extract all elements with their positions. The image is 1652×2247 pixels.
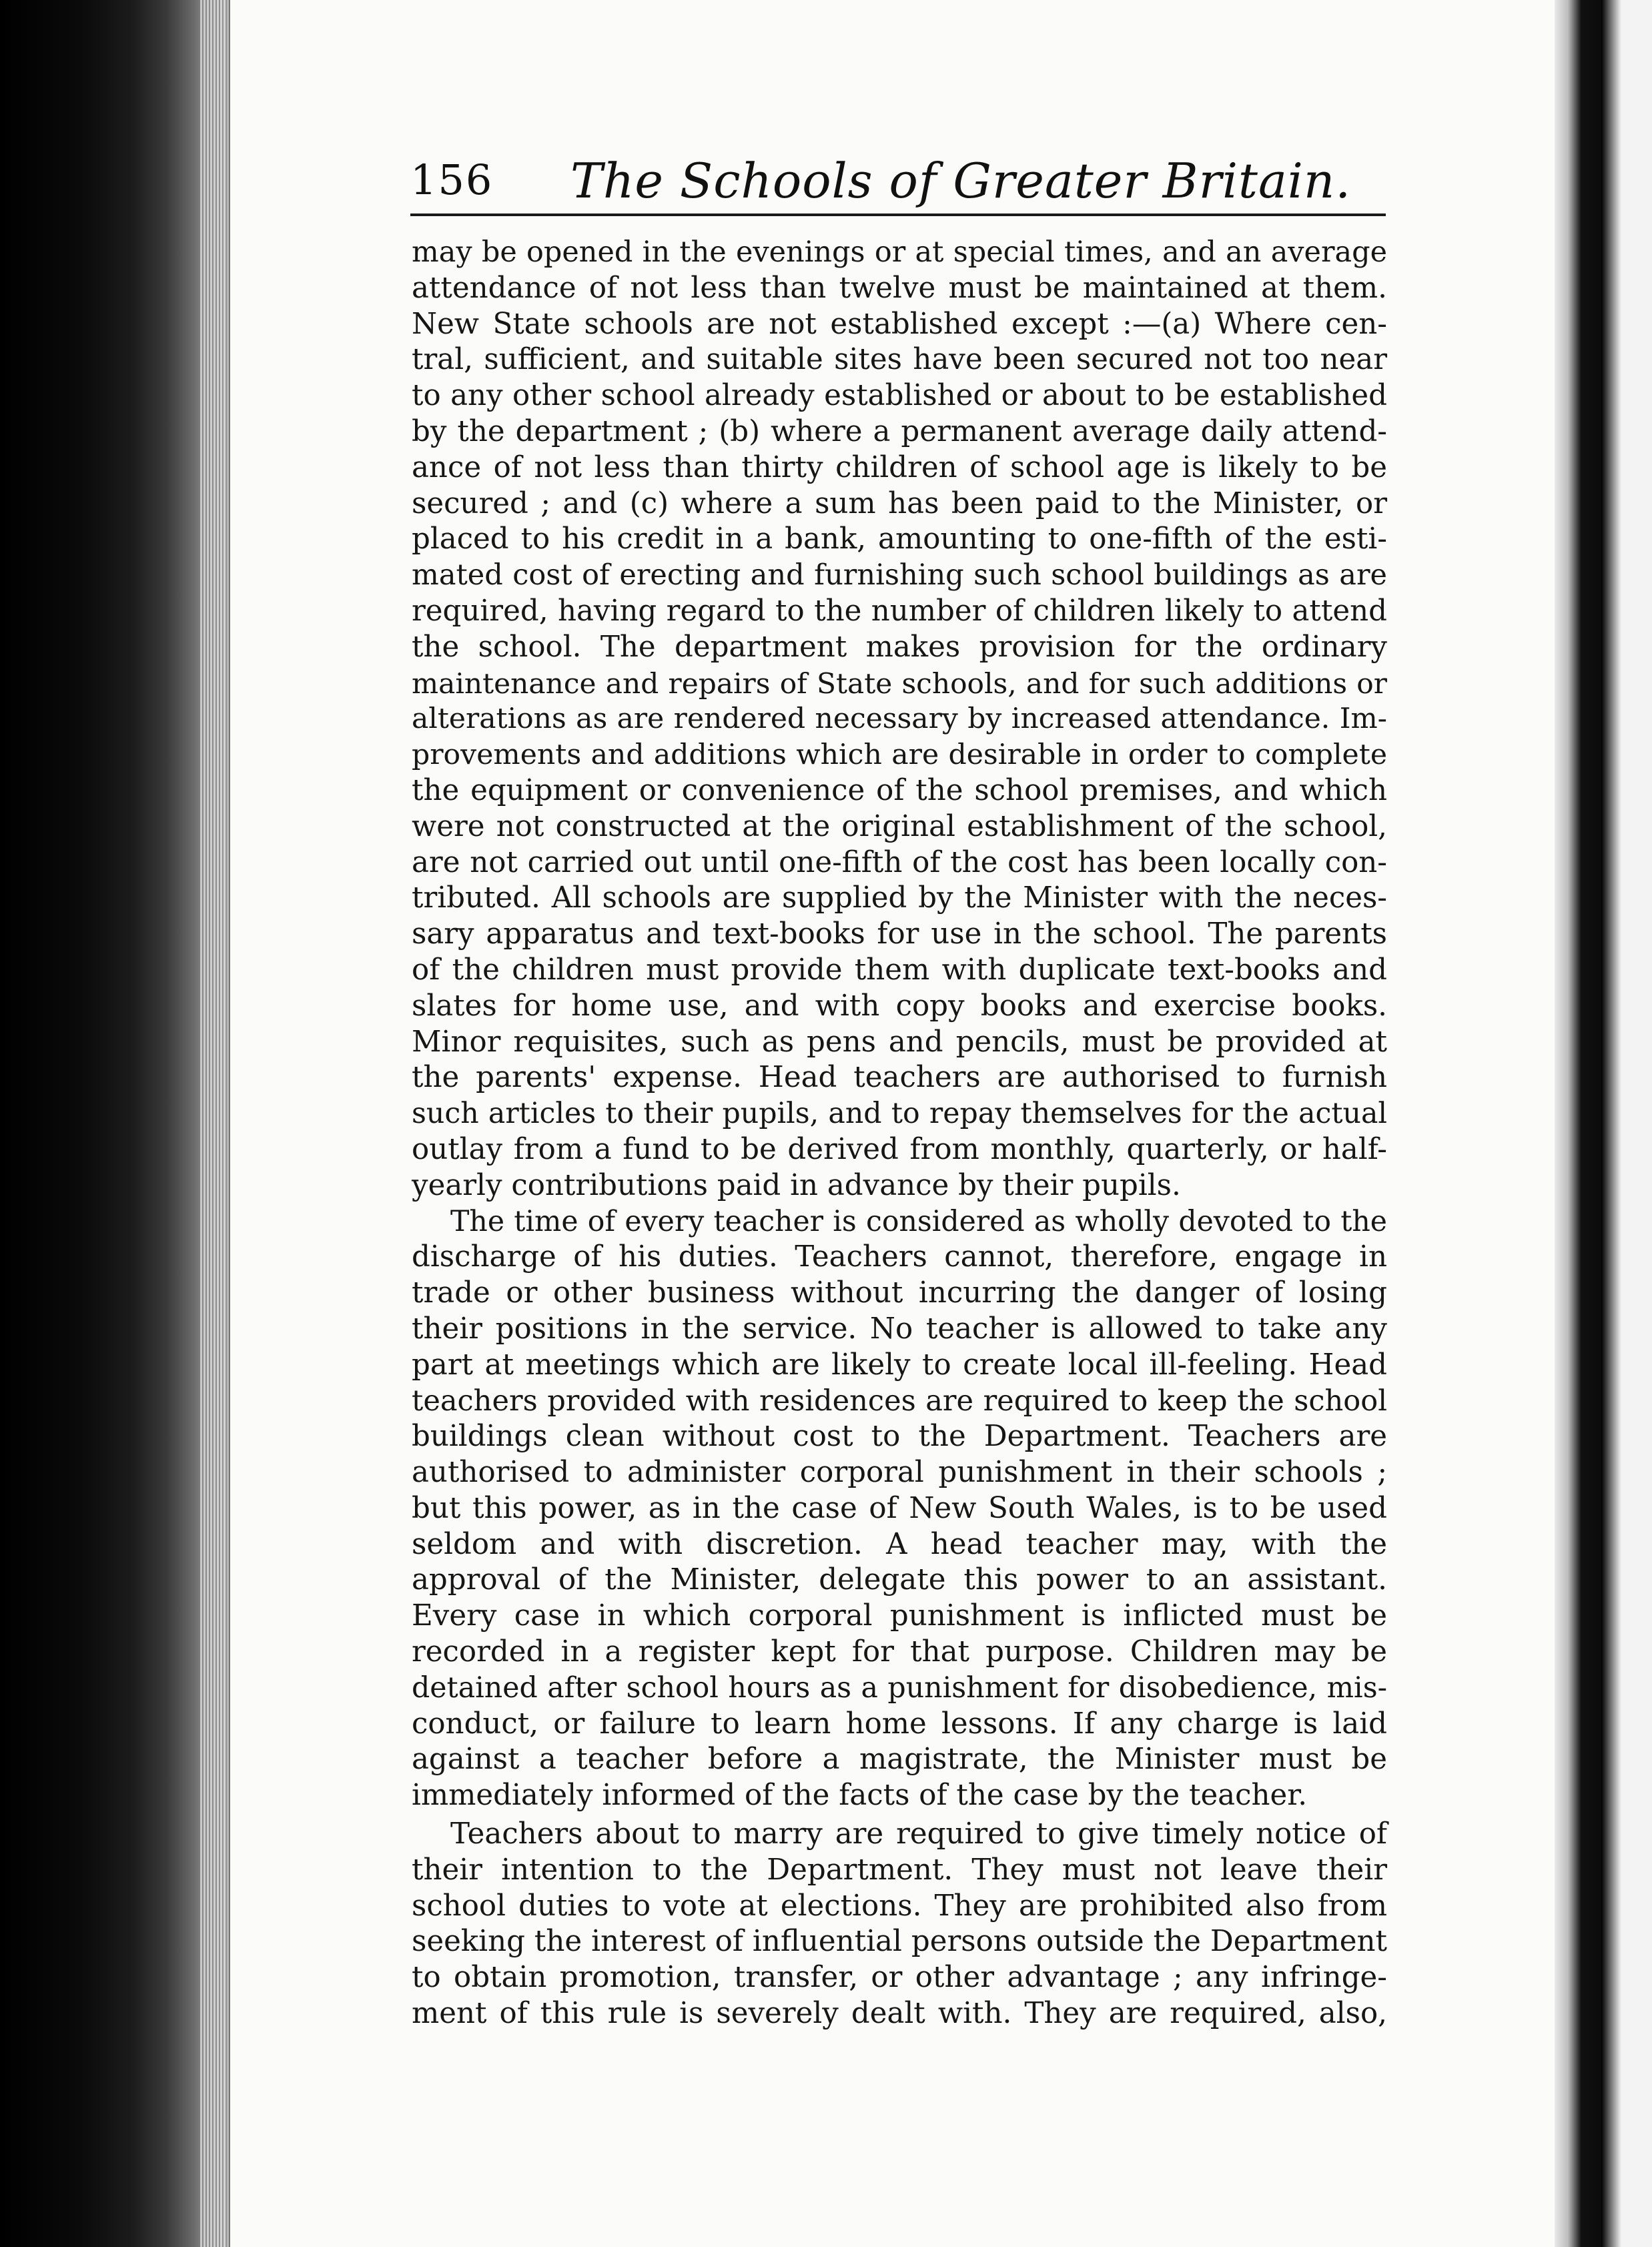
text-line: provements and additions which are desirable in order to complete — [412, 739, 1387, 772]
text-line: maintenance and repairs of State schools, and for such additions or — [412, 666, 1387, 700]
text-line: seeking the interest of influential persons outside the Department — [412, 1925, 1387, 1959]
text-line: Minor requisites, such as pens and pencils, must be provided at — [412, 1025, 1387, 1059]
text-line: slates for home use, and with copy books and exercise books. — [412, 989, 1387, 1023]
header-rule — [410, 213, 1386, 216]
text-line: teachers provided with residences are required to keep the school — [412, 1384, 1387, 1418]
text-line: Teachers about to marry are required to give timely notice of — [450, 1817, 1387, 1851]
text-line: alterations as are rendered necessary by increased attendance. Im- — [412, 703, 1387, 736]
text-line: ment of this rule is severely dealt with. They are required, also, — [412, 1997, 1387, 2031]
text-line: attendance of not less than twelve must be maintained at them. — [412, 271, 1387, 305]
text-line: sary apparatus and text-books for use in the school. The parents — [412, 917, 1387, 951]
text-line: yearly contributions paid in advance by their pupils. — [412, 1168, 1181, 1202]
text-line: Every case in which corporal punishment is inflicted must be — [412, 1599, 1387, 1633]
text-line: tral, sufficient, and suitable sites have been secured not too near — [412, 343, 1387, 377]
text-line: the parents' expense. Head teachers are authorised to furnish — [412, 1061, 1387, 1095]
text-line: by the department ; (b) where a permanent average daily attend- — [412, 414, 1387, 448]
text-line: required, having regard to the number of children likely to attend — [412, 594, 1387, 628]
running-header — [410, 143, 1384, 217]
text-line: were not constructed at the original establishment of the school, — [412, 809, 1387, 843]
text-line: against a teacher before a magistrate, the Minister must be — [412, 1743, 1387, 1777]
text-line: conduct, or failure to learn home lessons. If any charge is laid — [412, 1707, 1387, 1741]
text-line: part at meetings which are likely to create local ill-feeling. Head — [412, 1348, 1387, 1382]
text-line: discharge of his duties. Teachers cannot, therefore, engage in — [412, 1240, 1387, 1274]
text-line: to any other school already established or about to be established — [412, 379, 1387, 413]
text-line: their positions in the service. No teacher is allowed to take any — [412, 1312, 1387, 1346]
text-line: seldom and with discretion. A head teacher may, with the — [412, 1527, 1387, 1561]
text-line: but this power, as in the case of New South Wales, is to be used — [412, 1491, 1387, 1525]
text-line: mated cost of erecting and furnishing such school buildings as are — [412, 558, 1387, 592]
text-line: approval of the Minister, delegate this power to an assistant. — [412, 1563, 1387, 1597]
text-line: immediately informed of the facts of the case by the teacher. — [412, 1779, 1308, 1813]
text-line: of the children must provide them with duplicate text-books and — [412, 953, 1387, 987]
book-gutter-shadow — [0, 0, 227, 2247]
text-line: tributed. All schools are supplied by the Minister with the neces- — [412, 881, 1387, 915]
text-line: such articles to their pupils, and to repay themselves for the actual — [412, 1097, 1387, 1131]
text-line: detained after school hours as a punishment for disobedience, mis- — [412, 1671, 1387, 1705]
text-line: recorded in a register kept for that purpose. Children may be — [412, 1635, 1387, 1669]
text-line: outlay from a fund to be derived from monthly, quarterly, or half- — [412, 1132, 1387, 1166]
text-line: school duties to vote at elections. They are prohibited also from — [412, 1889, 1387, 1923]
page-number: 156 — [410, 155, 494, 204]
text-line: to obtain promotion, transfer, or other advantage ; any infringe- — [412, 1961, 1387, 1995]
text-line: authorised to administer corporal punishment in their schools ; — [412, 1456, 1387, 1490]
running-title: The Schools of Greater Britain. — [570, 153, 1352, 209]
text-line: buildings clean without cost to the Department. Teachers are — [412, 1420, 1387, 1454]
text-line: The time of every teacher is considered as wholly devoted to the — [450, 1204, 1387, 1238]
text-line: placed to his credit in a bank, amounting to one-fifth of the esti- — [412, 522, 1387, 556]
body-text — [412, 235, 1387, 2032]
text-line: trade or other business without incurring the danger of losing — [412, 1276, 1387, 1310]
text-line: New State schools are not established except :—(a) Where cen- — [412, 307, 1387, 341]
text-line: are not carried out until one-fifth of the cost has been locally con- — [412, 845, 1387, 879]
text-line: the equipment or convenience of the school premises, and which — [412, 773, 1387, 807]
text-line: their intention to the Department. They must not leave their — [412, 1853, 1387, 1887]
text-line: may be opened in the evenings or at special times, and an average — [412, 236, 1387, 269]
next-page-sliver — [1601, 0, 1652, 2247]
text-line: the school. The department makes provision for the ordinary — [412, 630, 1387, 664]
text-line: ance of not less than thirty children of school age is likely to be — [412, 450, 1387, 484]
text-line: secured ; and (c) where a sum has been paid to the Minister, or — [412, 486, 1387, 520]
